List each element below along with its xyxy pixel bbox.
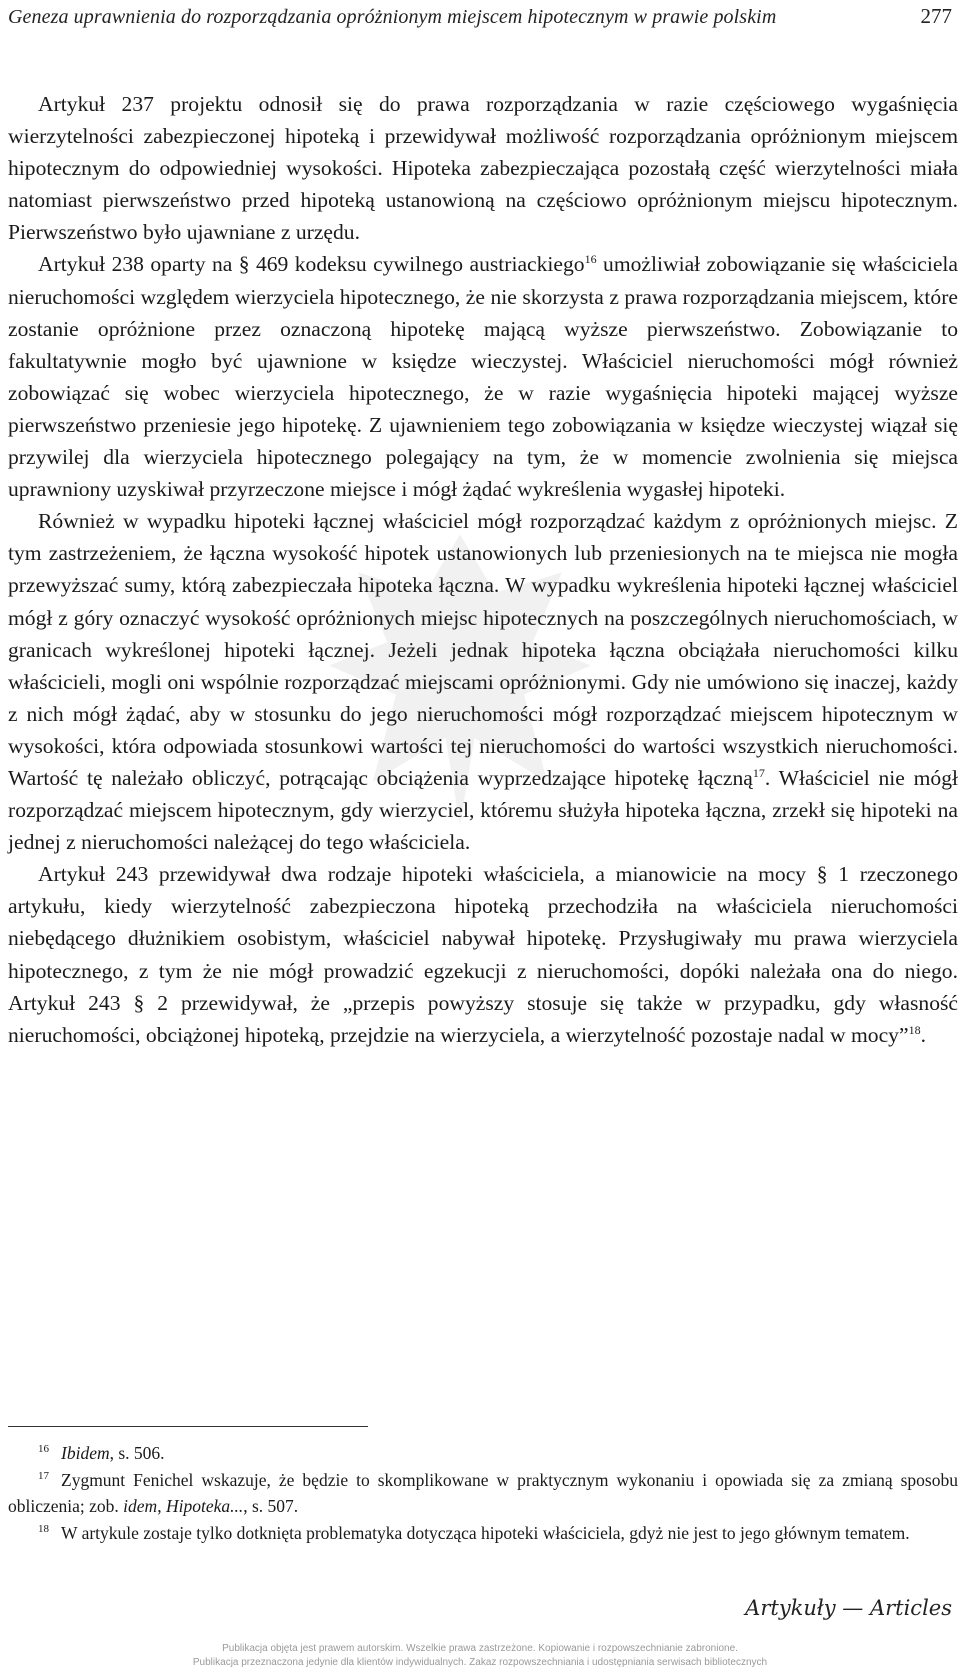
running-title: Geneza uprawnienia do rozporządzania opróżnionym miejscem hipotecznym w prawie polskim [8, 6, 777, 28]
footnote-divider [8, 1426, 368, 1427]
legal-line: Publikacja objęta jest prawem autorskim. Wszelkie prawa zastrzeżone. Kopiowanie i rozpowszechnianie zabronione. [222, 1643, 738, 1654]
text-run: Również w wypadku hipoteki łącznej właściciel mógł rozporządzać każdym z opróżnionych miejsc. Z tym zastrzeżeniem, że łączna wysokość hipotek ustanowionych lub przeniesionych na te miejsca nie mogła przewyższać sumy, którą zabezpieczała hipoteka łączna. W wypadku wykreślenia hipoteki łącznej właściciel mógł z góry oznaczyć wysokość opróżnionych miejsc hipotecznych na poszczególnych nieruchomościach, w granicach wykreślonej hipoteki łącznej. Jeżeli jednak hipoteka łączna obciążała nieruchomości kilku właścicieli, mogli oni wspólnie rozporządzać miejscami opróżnionymi. Gdy nie umówiono się inaczej, każdy z nich mógł żądać, aby w stosunku do jego nieruchomości mógł rozporządzać miejscem hipotecznym w wysokości, która odpowiada stosunkowi wartości tej nieruchomości do wartości wszystkich nieruchomości. Wartość tę należało obliczyć, potrącając obciążenia wyprzedzające hipotekę łączną [8, 509, 958, 790]
text-run: . [920, 1022, 926, 1047]
footnote-text: , s. 506. [109, 1443, 165, 1463]
paragraph [8, 88, 958, 248]
footnote-italic: Ibidem [61, 1443, 110, 1463]
footnote [8, 1520, 958, 1547]
text-run: . Właściciel nie mógł rozporządzać miejscem hipotecznym, gdy wierzyciel, któremu służyła hipoteka łączna, zrzekł się hipoteki na jednej z nieruchomości należącej do tego właściciela. [8, 765, 959, 855]
text-run: Artykuł 238 oparty na § 469 kodeksu cywilnego austriackiego [38, 252, 585, 277]
page-number: 277 [920, 4, 952, 28]
footnote-number: 18 [38, 1522, 49, 1535]
text-run: umożliwiał zobowiązanie się właściciela nieruchomości względem wierzyciela hipotecznego, że nie skorzysta z prawa rozporządzania miejscem, które zostanie opróżnione przez oznaczoną hipotekę mającą wyższe pierwszeństwo. Zobowiązanie to fakultatywnie mogło być ujawnione w księdze wieczystej. Właściciel nieruchomości mógł również zobowiązać się wobec wierzyciela hipotecznego, że w razie wygaśnięcia hipoteki mającej wyższe pierwszeństwo przeniesie jego hipotekę. Z ujawnieniem tego zobowiązania w księdze wieczystej wiązał się przywilej dla wierzyciela hipotecznego polegający na tym, że w momencie zwolnienia się miejsca uprawniony uzyskiwał przyrzeczone miejsce i mógł żądać wykreślenia wygasłej hipoteki. [8, 252, 958, 502]
footnote [8, 1440, 958, 1467]
text-run: Artykuł 243 przewidywał dwa rodzaje hipoteki właściciela, a mianowicie na mocy § 1 rzeczonego artykułu, kiedy wierzytelność zabezpieczona hipoteką przechodziła na właściciela nieruchomości niebędącego dłużnikiem osobistym, właściciel nabywał hipotekę. Przysługiwały mu prawa wierzyciela hipotecznego, z tym że nie mógł prowadzić egzekucji z nieruchomości, dopóki należała ona do niego. Artykuł 243 § 2 przewidywał, że „przepis powyższy stosuje się także w przypadku, gdy własność nieruchomości, obciążonej hipoteką, przejdzie na wierzyciela, a wierzytelność pozostaje nadal w mocy” [8, 862, 958, 1047]
footnote-text: Zygmunt Fenichel wskazuje, że będzie to skomplikowane w praktycznym wykonaniu i opowiada się za zmianą sposobu obliczenia; zob. [8, 1469, 958, 1516]
footnote-ref[interactable]: 16 [584, 252, 597, 267]
legal-notice [0, 1642, 960, 1670]
footnote-ref[interactable]: 18 [908, 1022, 921, 1037]
footnote-number: 16 [38, 1443, 49, 1456]
legal-line: Publikacja przeznaczona jedynie dla klientów indywidualnych. Zakaz rozpowszechniania i udostępniania serwisach bibliotecznych [192, 1657, 768, 1668]
paragraph [8, 505, 958, 858]
footnote-italic: idem [123, 1496, 158, 1516]
footnote-italic: Hipoteka... [165, 1496, 244, 1516]
footnote-text: , [157, 1496, 166, 1516]
footnote-number: 17 [38, 1469, 49, 1482]
footnote-text: , s. 507. [243, 1496, 299, 1516]
footnote-ref[interactable]: 17 [752, 765, 765, 780]
paragraph [8, 248, 958, 505]
series-label: Artykuły — Articles [745, 1596, 952, 1620]
footnote-text: W artykule zostaje tylko dotknięta problematyka dotycząca hipoteki właściciela, gdyż nie jest to jego głównym tematem. [61, 1522, 910, 1543]
footnotes [8, 1440, 958, 1546]
text-run: Artykuł 237 projektu odnosił się do prawa rozporządzania w razie częściowego wygaśnięcia wierzytelności zabezpieczonej hipoteką i przewidywał możliwość rozporządzania opróżnionym miejscem hipotecznym do odpowiedniej wysokości. Hipoteka zabezpieczająca pozostałą część wierzytelności miała natomiast pierwszeństwo przed hipoteką ustanowioną na częściowo opróżnionym miejscu hipotecznym. Pierwszeństwo było ujawniane z urzędu. [8, 92, 958, 245]
running-header [8, 4, 952, 38]
body-text [8, 88, 958, 1051]
paragraph [8, 858, 958, 1051]
footnote [8, 1467, 958, 1520]
